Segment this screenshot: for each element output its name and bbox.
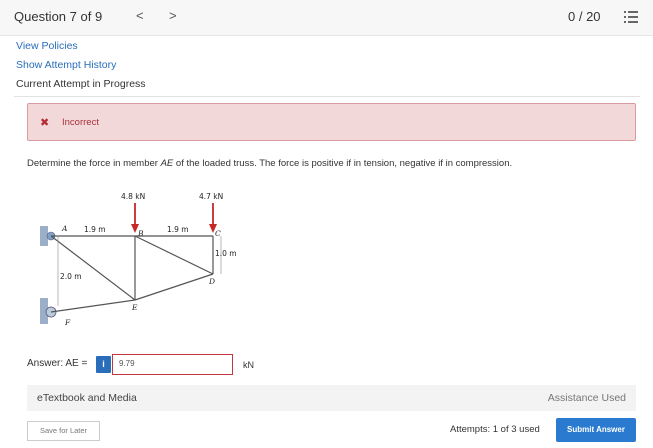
dim-label-cd: 1.0 m bbox=[215, 249, 237, 258]
question-position: Question 7 of 9 bbox=[14, 9, 103, 24]
close-x-icon: ✖ bbox=[40, 117, 50, 129]
incorrect-label: Incorrect bbox=[62, 117, 99, 128]
dim-label-ab: 1.9 m bbox=[84, 225, 106, 234]
load-label-b: 4.8 kN bbox=[121, 192, 146, 201]
question-prefix: Determine the force in member bbox=[27, 158, 161, 169]
assistance-used-label: Assistance Used bbox=[547, 392, 626, 404]
answer-input[interactable]: 9.79 bbox=[112, 354, 233, 375]
save-for-later-button[interactable]: Save for Later bbox=[27, 421, 100, 441]
next-question-button[interactable]: > bbox=[169, 8, 177, 23]
info-icon[interactable]: i bbox=[96, 356, 111, 373]
node-label-d: D bbox=[209, 277, 216, 286]
answer-label: Answer: AE = bbox=[27, 358, 88, 369]
submit-answer-button[interactable]: Submit Answer bbox=[556, 418, 636, 442]
node-label-c: C bbox=[215, 229, 221, 238]
attempt-status: Current Attempt in Progress bbox=[16, 78, 146, 90]
node-label-b: B bbox=[138, 229, 144, 238]
node-label-a: A bbox=[62, 224, 68, 233]
divider bbox=[14, 96, 640, 97]
dim-label-bc: 1.9 m bbox=[167, 225, 189, 234]
question-text bbox=[27, 158, 512, 169]
truss-diagram bbox=[36, 186, 266, 336]
etextbook-link[interactable]: eTextbook and Media bbox=[37, 392, 137, 404]
previous-question-button[interactable]: < bbox=[136, 8, 144, 23]
load-label-c: 4.7 kN bbox=[199, 192, 224, 201]
etextbook-bar[interactable] bbox=[27, 385, 636, 411]
attempts-counter: Attempts: 1 of 3 used bbox=[450, 424, 540, 435]
score-display: 0 / 20 bbox=[568, 9, 601, 24]
question-list-icon[interactable] bbox=[624, 10, 638, 24]
question-member: AE bbox=[160, 158, 174, 169]
dim-label-af: 2.0 m bbox=[60, 272, 82, 281]
question-header bbox=[0, 0, 653, 36]
answer-unit: kN bbox=[243, 360, 254, 370]
question-suffix: of the loaded truss. The force is positive if in tension, negative if in compression. bbox=[173, 158, 513, 169]
incorrect-banner bbox=[27, 103, 636, 141]
view-policies-link[interactable]: View Policies bbox=[16, 40, 78, 52]
show-attempt-history-link[interactable]: Show Attempt History bbox=[16, 59, 117, 71]
node-label-e: E bbox=[132, 303, 138, 312]
node-label-f: F bbox=[65, 318, 71, 327]
